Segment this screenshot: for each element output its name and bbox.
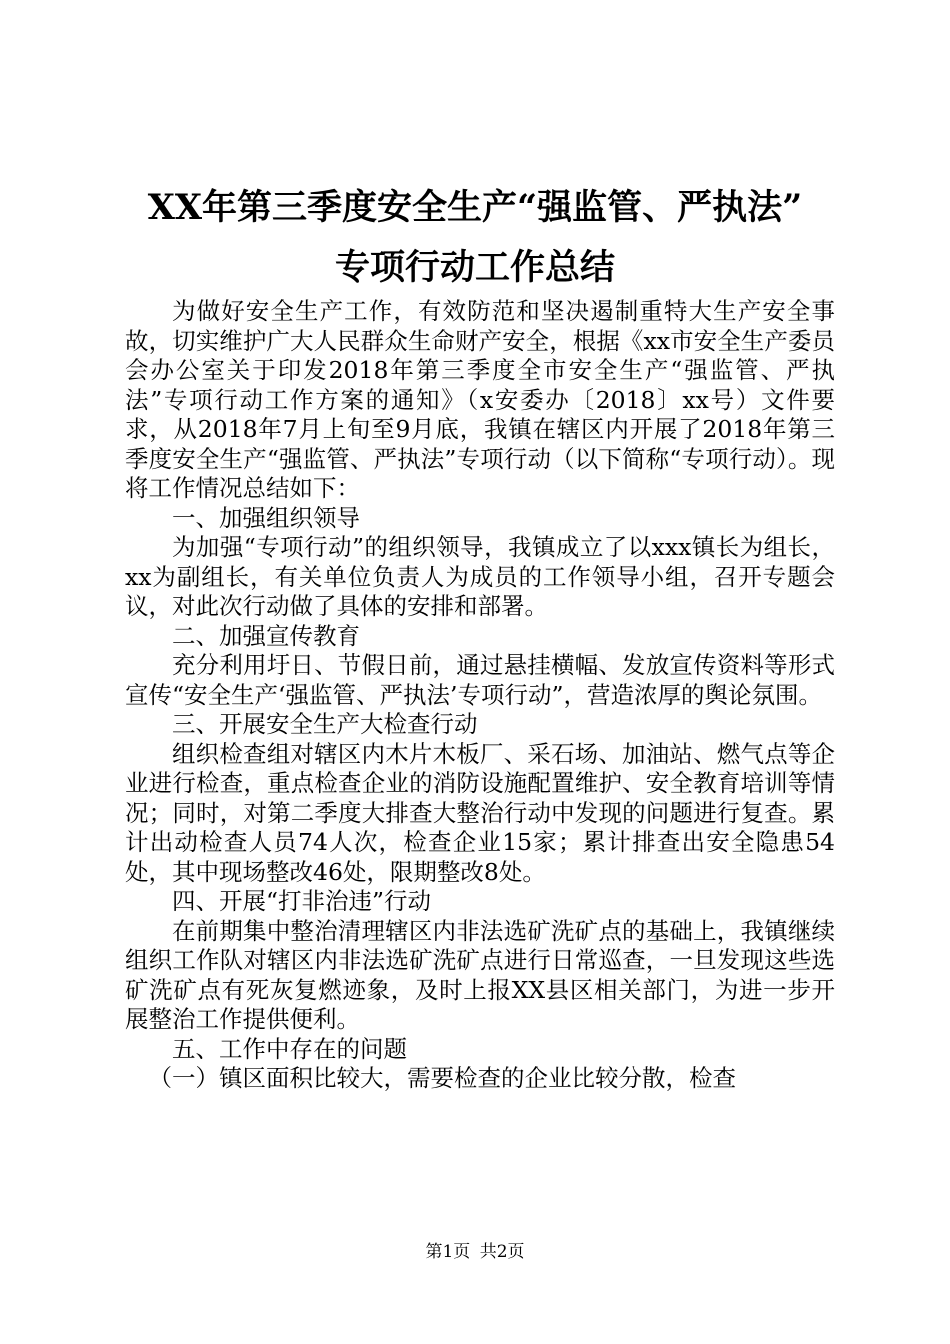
document-body xyxy=(125,297,835,1094)
section-heading-5: 五、工作中存在的问题 xyxy=(172,1034,407,1063)
section-heading-1: 一、加强组织领导 xyxy=(172,503,360,532)
section-paragraph-3: 组织检查组对辖区内木片木板厂、采石场、加油站、燃气点等企业进行检查，重点检查企业的消防设施配置维护、安全教育培训等情况；同时，对第二季度大排查大整治行动中发现的问题进行复查。累计出动检查人员74人次，检查企业15家；累计排查出安全隐患54处，其中现场整改46处，限期整改8处。 xyxy=(125,739,835,886)
page-footer xyxy=(0,1242,950,1262)
subsection-paragraph-1: （一）镇区面积比较大，需要检查的企业比较分散，检查 xyxy=(148,1064,736,1092)
page-total: 共2页 xyxy=(479,1242,525,1262)
document-title-line-2: 专项行动工作总结 xyxy=(334,247,615,288)
section-heading-4: 四、开展“打非治违”行动 xyxy=(172,887,432,915)
document-title-line-1: XX年第三季度安全生产“强监管、严执法” xyxy=(147,187,803,228)
section-paragraph-4: 在前期集中整治清理辖区内非法选矿洗矿点的基础上，我镇继续组织工作队对辖区内非法选矿洗矿点进行日常巡查，一旦发现这些选矿洗矿点有死灰复燃迹象，及时上报XX县区相关部门，为进一步开展整治工作提供便利。 xyxy=(125,916,835,1033)
section-heading-2: 二、加强宣传教育 xyxy=(172,621,360,650)
section-paragraph-1: 为加强“专项行动”的组织领导，我镇成立了以xxx镇长为组长，xx为副组长，有关单位负责人为成员的工作领导小组，召开专题会议，对此次行动做了具体的安排和部署。 xyxy=(125,533,835,620)
section-heading-3: 三、开展安全生产大检查行动 xyxy=(172,710,478,738)
page-number: 第1页 xyxy=(425,1242,471,1262)
intro-paragraph: 为做好安全生产工作，有效防范和坚决遏制重特大生产安全事故，切实维护广大人民群众生命财产安全，根据《xx市安全生产委员会办公室关于印发2018年第三季度全市安全生产“强监管、严执法”专项行动工作方案的通知》（x安委办〔2018〕xx号）文件要求，从2018年7月上旬至9月底，我镇在辖区内开展了2018年第三季度安全生产“强监管、严执法”专项行动（以下简称“专项行动）。现将工作情况总结如下： xyxy=(125,297,835,502)
section-paragraph-2: 充分利用圩日、节假日前，通过悬挂横幅、发放宣传资料等形式宣传“安全生产‘强监管、严执法’专项行动”，营造浓厚的舆论氛围。 xyxy=(125,651,835,709)
